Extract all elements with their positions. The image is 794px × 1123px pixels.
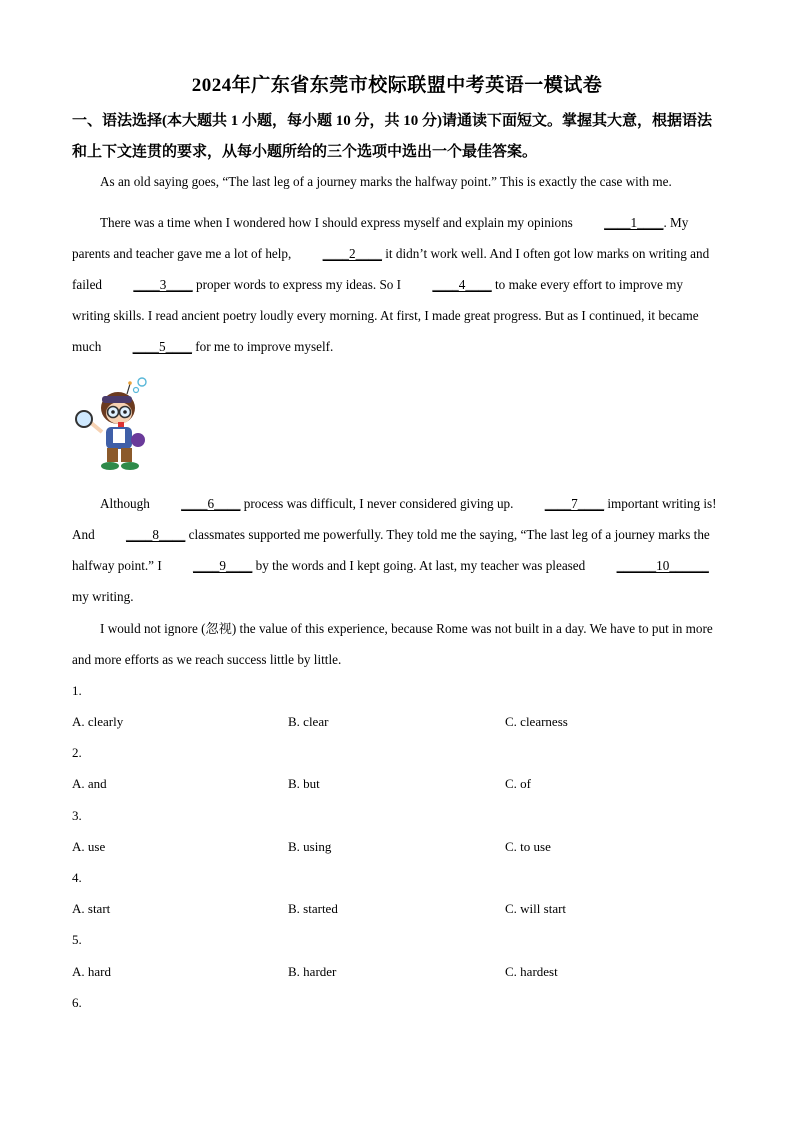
blank-8: ____8____ bbox=[126, 527, 186, 542]
cartoon-student-magnifier-illustration bbox=[72, 372, 156, 476]
passage-paragraph-3 bbox=[72, 488, 724, 612]
text-segment: proper words to express my ideas. So I bbox=[192, 277, 405, 292]
text-segment: to make every effort to improve my writing skills. I read ancient poetry loudly every morning. At first, I made great progress. But as I continued, it became much bbox=[72, 277, 699, 354]
question-2-option-b[interactable]: B. but bbox=[288, 776, 320, 791]
blank-2: ____2____ bbox=[322, 246, 382, 261]
passage-paragraph-1: As an old saying goes, “The last leg of a journey marks the halfway point.” This is exactly the case with me. bbox=[100, 174, 672, 189]
blank-6: ____6____ bbox=[181, 496, 241, 511]
question-3-option-c[interactable]: C. to use bbox=[505, 839, 551, 854]
question-number-6: 6. bbox=[72, 995, 82, 1010]
blank-10: ______10______ bbox=[616, 558, 709, 573]
question-1-option-c[interactable]: C. clearness bbox=[505, 714, 568, 729]
text-segment: my writing. bbox=[72, 589, 134, 604]
text-segment: . My parents and teacher gave me a lot of help, bbox=[72, 215, 689, 261]
question-2-option-a[interactable]: A. and bbox=[72, 776, 107, 791]
blank-3: ____3____ bbox=[133, 277, 193, 292]
passage-paragraph-2 bbox=[72, 207, 724, 362]
question-1-option-a[interactable]: A. clearly bbox=[72, 714, 124, 729]
blank-4: ____4____ bbox=[432, 277, 492, 292]
question-5-option-c[interactable]: C. hardest bbox=[505, 964, 558, 979]
text-segment: by the words and I kept going. At last, my teacher was pleased bbox=[252, 558, 589, 573]
question-3-option-b[interactable]: B. using bbox=[288, 839, 332, 854]
text-segment: for me to improve myself. bbox=[191, 339, 334, 354]
question-number-3: 3. bbox=[72, 808, 82, 823]
text-segment: process was difficult, I never considered giving up. bbox=[240, 496, 517, 511]
question-number-1: 1. bbox=[72, 683, 82, 698]
text-segment: classmates supported me powerfully. They told me the saying, “The last leg of a journey marks the halfway point.” I bbox=[72, 527, 710, 573]
question-4-option-a[interactable]: A. start bbox=[72, 901, 111, 916]
text-segment: Although bbox=[100, 496, 154, 511]
question-number-4: 4. bbox=[72, 870, 82, 885]
text-segment: important writing is! And bbox=[72, 496, 717, 542]
text-segment: it didn’t work well. And I often got low marks on writing and failed bbox=[72, 246, 710, 292]
blank-1: ____1____ bbox=[604, 215, 664, 230]
blank-7: ____7____ bbox=[544, 496, 605, 511]
section-heading: 一、语法选择(本大题共 1 小题，每小题 10 分，共 10 分)请通读下面短文。掌握其大意，根据语法和上下文连贯的要求，从每小题所给的三个选项中选出一个最佳答案。 bbox=[72, 113, 712, 160]
question-5-option-b[interactable]: B. harder bbox=[288, 964, 337, 979]
question-3-option-a[interactable]: A. use bbox=[72, 839, 106, 854]
blank-9: ____9____ bbox=[193, 558, 253, 573]
question-4-option-b[interactable]: B. started bbox=[288, 901, 338, 916]
question-5-option-a[interactable]: A. hard bbox=[72, 964, 111, 979]
question-number-2: 2. bbox=[72, 745, 82, 760]
question-2-option-c[interactable]: C. of bbox=[505, 776, 531, 791]
text-segment: There was a time when I wondered how I should express myself and explain my opinions bbox=[100, 215, 577, 230]
question-number-5: 5. bbox=[72, 932, 82, 947]
passage-paragraph-4: I would not ignore (忽视) the value of this experience, because Rome was not built in a day. We have to put in more and more efforts as we reach success little by little. bbox=[72, 621, 713, 667]
question-1-option-b[interactable]: B. clear bbox=[288, 714, 329, 729]
question-4-option-c[interactable]: C. will start bbox=[505, 901, 567, 916]
exam-title: 2024年广东省东莞市校际联盟中考英语一模试卷 bbox=[191, 75, 603, 96]
blank-5: ____5____ bbox=[132, 339, 192, 354]
